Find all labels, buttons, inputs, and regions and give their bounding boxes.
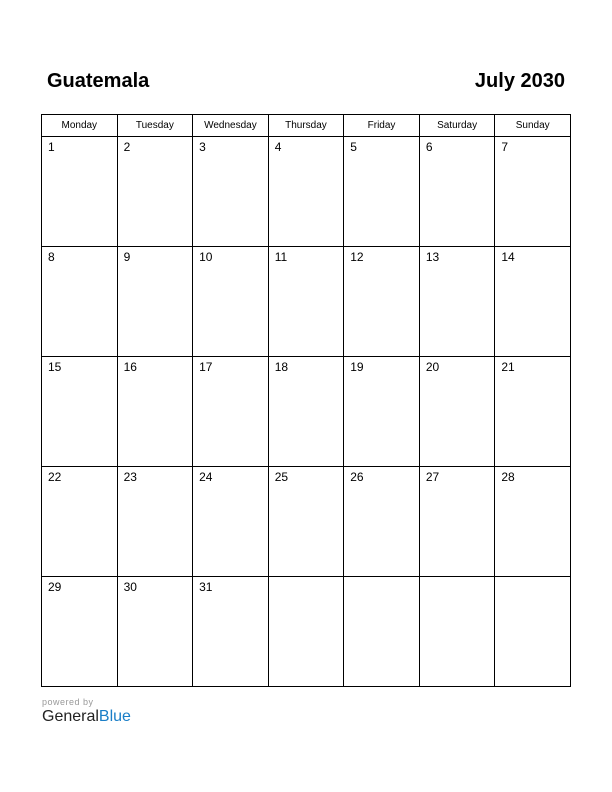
calendar-grid [41, 114, 571, 687]
day-cell [495, 577, 571, 687]
day-number: 19 [350, 360, 364, 374]
week-row-2 [42, 247, 571, 357]
day-number: 11 [274, 250, 288, 264]
powered-by-label: powered by [42, 697, 94, 707]
day-number: 23 [123, 470, 137, 484]
day-number: 9 [123, 250, 131, 264]
day-cell [42, 137, 118, 247]
day-cell [344, 357, 420, 467]
day-cell [117, 577, 193, 687]
day-cell [344, 137, 420, 247]
day-cell [495, 247, 571, 357]
day-number: 13 [425, 250, 440, 264]
day-cell [193, 247, 269, 357]
day-number: 27 [425, 470, 440, 484]
day-cell [193, 577, 269, 687]
day-cell [117, 247, 193, 357]
weekday-sunday: Sunday [495, 115, 571, 137]
brand-general: General [42, 708, 99, 725]
day-cell [117, 137, 193, 247]
day-number: 30 [123, 580, 137, 594]
day-number: 1 [48, 140, 55, 154]
day-number: 26 [350, 470, 364, 484]
day-cell [268, 577, 344, 687]
day-cell [268, 137, 344, 247]
day-number: 4 [274, 140, 282, 154]
brand-blue: Blue [98, 708, 131, 725]
day-number: 5 [350, 140, 357, 154]
day-cell [42, 577, 118, 687]
day-number: 18 [274, 360, 289, 374]
day-cell [193, 137, 269, 247]
day-number [495, 577, 570, 580]
day-cell [344, 577, 420, 687]
day-number: 21 [501, 360, 515, 374]
weekday-tuesday: Tuesday [117, 115, 193, 137]
day-number: 22 [48, 470, 62, 484]
day-cell [419, 577, 495, 687]
day-cell [495, 357, 571, 467]
day-cell [495, 467, 571, 577]
day-number: 17 [199, 360, 213, 374]
day-cell [344, 247, 420, 357]
day-number: 31 [199, 580, 213, 594]
day-number: 10 [199, 250, 213, 264]
day-number: 14 [501, 250, 515, 264]
day-number [420, 577, 495, 580]
day-cell [419, 247, 495, 357]
day-number: 8 [48, 250, 55, 264]
day-number: 2 [123, 140, 131, 154]
day-cell [495, 137, 571, 247]
week-row-1 [42, 137, 571, 247]
footer-branding [42, 697, 131, 726]
day-cell [419, 467, 495, 577]
day-number: 24 [199, 470, 213, 484]
day-cell [42, 247, 118, 357]
day-cell [193, 467, 269, 577]
week-row-4 [42, 467, 571, 577]
day-cell [117, 357, 193, 467]
day-number: 3 [199, 140, 206, 154]
day-number: 6 [425, 140, 433, 154]
day-cell [193, 357, 269, 467]
week-row-5 [42, 577, 571, 687]
weekday-thursday: Thursday [268, 115, 344, 137]
day-number: 12 [350, 250, 364, 264]
day-cell [419, 357, 495, 467]
day-cell [419, 137, 495, 247]
week-row-3 [42, 357, 571, 467]
day-number: 15 [48, 360, 62, 374]
country-title: Guatemala [47, 70, 150, 92]
day-number: 25 [274, 470, 289, 484]
month-title: July 2030 [474, 70, 565, 92]
weekday-saturday: Saturday [419, 115, 495, 137]
day-cell [42, 357, 118, 467]
day-number: 7 [501, 140, 509, 154]
day-number [344, 577, 419, 580]
day-number: 16 [123, 360, 137, 374]
day-cell [268, 357, 344, 467]
day-number [269, 577, 344, 580]
day-cell [268, 247, 344, 357]
weekday-friday: Friday [344, 115, 420, 137]
day-cell [42, 467, 118, 577]
day-number: 28 [501, 470, 515, 484]
day-cell [117, 467, 193, 577]
weekday-monday: Monday [42, 115, 118, 137]
calendar-header [41, 70, 571, 100]
day-number: 29 [48, 580, 62, 594]
weekday-wednesday: Wednesday [193, 115, 269, 137]
day-number: 20 [425, 360, 440, 374]
generalblue-logo [42, 708, 131, 726]
day-cell [344, 467, 420, 577]
day-cell [268, 467, 344, 577]
weekday-header-row [42, 115, 571, 137]
